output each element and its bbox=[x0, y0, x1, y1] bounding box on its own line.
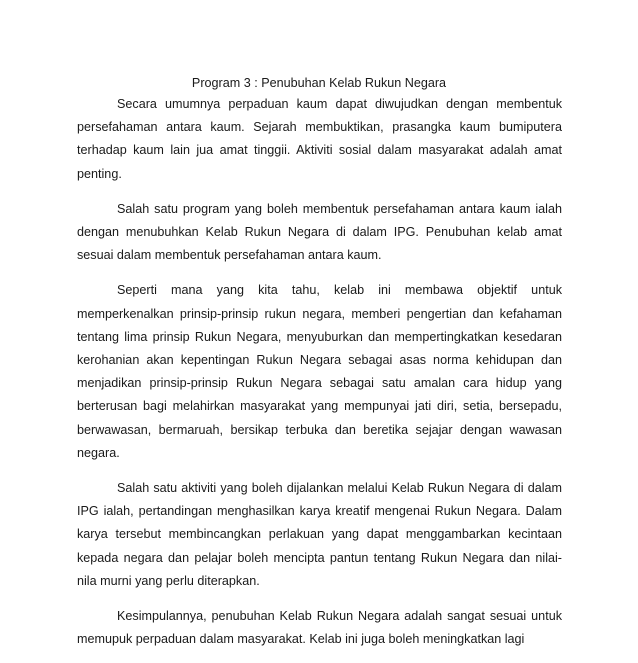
paragraph-5: Kesimpulannya, penubuhan Kelab Rukun Negara adalah sangat sesuai untuk memupuk perpaduan dalam masyarakat. Kelab ini juga boleh meningkatkan lagi bbox=[77, 609, 562, 647]
paragraph-3: Seperti mana yang kita tahu, kelab ini membawa objektif untuk memperkenalkan prinsip-prinsip rukun negara, memberi pengertian dan kefahaman tentang lima prinsip Rukun Negara, menyuburkan dan mempertingkatkan kesedaran kerohanian akan kepentingan Rukun Negara sebagai asas norma kehidupan dan menjadikan prinsip-prinsip Rukun Negara sebagai satu amalan cara hidup yang berterusan bagi melahirkan masyarakat yang mempunyai jati diri, setia, bersepadu, berwawasan, bermaruah, bersikap terbuka dan beretika sejajar dengan wawasan negara. bbox=[77, 283, 562, 460]
paragraph-4: Salah satu aktiviti yang boleh dijalankan melalui Kelab Rukun Negara di dalam IPG ialah, pertandingan menghasilkan karya kreatif mengenai Rukun Negara. Dalam karya tersebut membincangkan perlakuan yang dapat menggambarkan kecintaan kepada negara dan pelajar boleh mencipta pantun tentang Rukun Negara dan nilai-nila murni yang perlu diterapkan. bbox=[77, 481, 562, 588]
paragraph-2: Salah satu program yang boleh membentuk persefahaman antara kaum ialah dengan menubuhkan Kelab Rukun Negara di dalam IPG. Penubuhan kelab amat sesuai dalam membentuk persefahaman antara kaum. bbox=[77, 201, 562, 263]
document-body bbox=[77, 93, 562, 663]
paragraph-1: Secara umumnya perpaduan kaum dapat diwujudkan dengan membentuk persefahaman antara kaum. Sejarah membuktikan, prasangka kaum bumiputera terhadap kaum lain jua amat tinggii. Aktiviti sosial dalam masyarakat adalah amat penting. bbox=[77, 97, 562, 181]
document-title: Program 3 : Penubuhan Kelab Rukun Negara bbox=[191, 76, 447, 90]
